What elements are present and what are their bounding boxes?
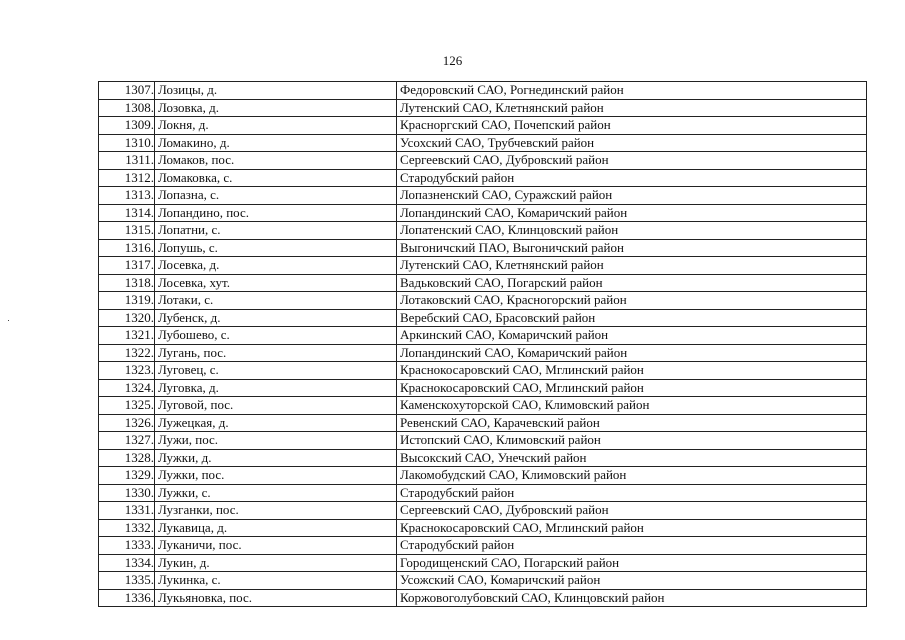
- administrative-unit: Сергеевский САО, Дубровский район: [397, 152, 867, 170]
- settlement-name: Лубенск, д.: [155, 309, 397, 327]
- settlement-name: Лозовка, д.: [155, 99, 397, 117]
- settlement-name: Лугань, пос.: [155, 344, 397, 362]
- row-number: 1332.: [99, 519, 155, 537]
- administrative-unit: Лопандинский САО, Комаричский район: [397, 204, 867, 222]
- row-number: 1326.: [99, 414, 155, 432]
- administrative-unit: Высокский САО, Унечский район: [397, 449, 867, 467]
- administrative-unit: Стародубский район: [397, 537, 867, 555]
- row-number: 1309.: [99, 117, 155, 135]
- row-number: 1308.: [99, 99, 155, 117]
- administrative-unit: Краснокосаровский САО, Мглинский район: [397, 379, 867, 397]
- row-number: 1328.: [99, 449, 155, 467]
- table-row: [99, 99, 867, 117]
- settlement-name: Лосевка, хут.: [155, 274, 397, 292]
- settlement-name: Луговец, с.: [155, 362, 397, 380]
- row-number: 1318.: [99, 274, 155, 292]
- administrative-unit: Лакомобудский САО, Климовский район: [397, 467, 867, 485]
- administrative-unit: Ревенский САО, Карачевский район: [397, 414, 867, 432]
- settlement-name: Лужецкая, д.: [155, 414, 397, 432]
- row-number: 1322.: [99, 344, 155, 362]
- administrative-unit: Красноргский САО, Почепский район: [397, 117, 867, 135]
- settlements-table: [98, 81, 867, 607]
- settlement-name: Лопандино, пос.: [155, 204, 397, 222]
- table-row: [99, 414, 867, 432]
- table-row: [99, 222, 867, 240]
- administrative-unit: Сергеевский САО, Дубровский район: [397, 502, 867, 520]
- table-row: [99, 397, 867, 415]
- table-row: [99, 152, 867, 170]
- table-row: [99, 362, 867, 380]
- administrative-unit: Лутенский САО, Клетнянский район: [397, 257, 867, 275]
- table-row: [99, 449, 867, 467]
- settlement-name: Лужки, с.: [155, 484, 397, 502]
- table-row: [99, 484, 867, 502]
- row-number: 1334.: [99, 554, 155, 572]
- administrative-unit: Городищенский САО, Погарский район: [397, 554, 867, 572]
- administrative-unit: Выгоничский ПАО, Выгоничский район: [397, 239, 867, 257]
- table-row: [99, 327, 867, 345]
- table-row: [99, 134, 867, 152]
- administrative-unit: Лотаковский САО, Красногорский район: [397, 292, 867, 310]
- settlement-name: Луговка, д.: [155, 379, 397, 397]
- row-number: 1312.: [99, 169, 155, 187]
- settlement-name: Лузганки, пос.: [155, 502, 397, 520]
- administrative-unit: Лопатенский САО, Клинцовский район: [397, 222, 867, 240]
- row-number: 1336.: [99, 589, 155, 607]
- row-number: 1315.: [99, 222, 155, 240]
- settlement-name: Лукинка, с.: [155, 572, 397, 590]
- row-number: 1327.: [99, 432, 155, 450]
- table-row: [99, 379, 867, 397]
- page-number: 126: [442, 53, 463, 68]
- table-row: [99, 572, 867, 590]
- row-number: 1316.: [99, 239, 155, 257]
- row-number: 1325.: [99, 397, 155, 415]
- administrative-unit: Лутенский САО, Клетнянский район: [397, 99, 867, 117]
- settlement-name: Луканичи, пос.: [155, 537, 397, 555]
- settlement-name: Лопатни, с.: [155, 222, 397, 240]
- table-row: [99, 589, 867, 607]
- settlement-name: Лотаки, с.: [155, 292, 397, 310]
- administrative-unit: Усохский САО, Трубчевский район: [397, 134, 867, 152]
- administrative-unit: Коржовоголубовский САО, Клинцовский район: [397, 589, 867, 607]
- row-number: 1311.: [99, 152, 155, 170]
- administrative-unit: Веребский САО, Брасовский район: [397, 309, 867, 327]
- administrative-unit: Стародубский район: [397, 169, 867, 187]
- table-row: [99, 467, 867, 485]
- row-number: 1323.: [99, 362, 155, 380]
- table-row: [99, 117, 867, 135]
- table-row: [99, 554, 867, 572]
- administrative-unit: Истопский САО, Климовский район: [397, 432, 867, 450]
- settlement-name: Лукин, д.: [155, 554, 397, 572]
- administrative-unit: Лопазненский САО, Суражский район: [397, 187, 867, 205]
- row-number: 1333.: [99, 537, 155, 555]
- row-number: 1313.: [99, 187, 155, 205]
- row-number: 1324.: [99, 379, 155, 397]
- administrative-unit: Аркинский САО, Комаричский район: [397, 327, 867, 345]
- settlement-name: Локня, д.: [155, 117, 397, 135]
- row-number: 1331.: [99, 502, 155, 520]
- administrative-unit: Стародубский район: [397, 484, 867, 502]
- settlement-name: Лукавица, д.: [155, 519, 397, 537]
- row-number: 1310.: [99, 134, 155, 152]
- administrative-unit: Вадьковский САО, Погарский район: [397, 274, 867, 292]
- settlement-name: Лужки, пос.: [155, 467, 397, 485]
- row-number: 1317.: [99, 257, 155, 275]
- settlement-name: Ломакино, д.: [155, 134, 397, 152]
- scan-speck: [8, 320, 9, 321]
- table-row: [99, 257, 867, 275]
- administrative-unit: Каменскохуторской САО, Климовский район: [397, 397, 867, 415]
- administrative-unit: Краснокосаровский САО, Мглинский район: [397, 362, 867, 380]
- administrative-unit: Усожский САО, Комаричский район: [397, 572, 867, 590]
- settlement-name: Лозицы, д.: [155, 82, 397, 100]
- row-number: 1321.: [99, 327, 155, 345]
- table-row: [99, 274, 867, 292]
- table-row: [99, 537, 867, 555]
- settlement-name: Лопазна, с.: [155, 187, 397, 205]
- table-row: [99, 169, 867, 187]
- row-number: 1314.: [99, 204, 155, 222]
- table-row: [99, 187, 867, 205]
- row-number: 1330.: [99, 484, 155, 502]
- administrative-unit: Лопандинский САО, Комаричский район: [397, 344, 867, 362]
- settlement-name: Лубошево, с.: [155, 327, 397, 345]
- table-body: [99, 82, 867, 607]
- settlement-name: Лосевка, д.: [155, 257, 397, 275]
- table-row: [99, 519, 867, 537]
- row-number: 1320.: [99, 309, 155, 327]
- settlement-name: Лужки, д.: [155, 449, 397, 467]
- table-row: [99, 309, 867, 327]
- table-row: [99, 239, 867, 257]
- settlement-name: Лопушь, с.: [155, 239, 397, 257]
- table-row: [99, 344, 867, 362]
- row-number: 1329.: [99, 467, 155, 485]
- settlement-name: Лужи, пос.: [155, 432, 397, 450]
- table-row: [99, 432, 867, 450]
- table-row: [99, 502, 867, 520]
- table-row: [99, 292, 867, 310]
- row-number: 1307.: [99, 82, 155, 100]
- row-number: 1335.: [99, 572, 155, 590]
- settlement-name: Лукьяновка, пос.: [155, 589, 397, 607]
- table-row: [99, 204, 867, 222]
- settlement-name: Луговой, пос.: [155, 397, 397, 415]
- settlement-name: Ломаков, пос.: [155, 152, 397, 170]
- row-number: 1319.: [99, 292, 155, 310]
- table-row: [99, 82, 867, 100]
- administrative-unit: Федоровский САО, Рогнединский район: [397, 82, 867, 100]
- administrative-unit: Краснокосаровский САО, Мглинский район: [397, 519, 867, 537]
- settlement-name: Ломаковка, с.: [155, 169, 397, 187]
